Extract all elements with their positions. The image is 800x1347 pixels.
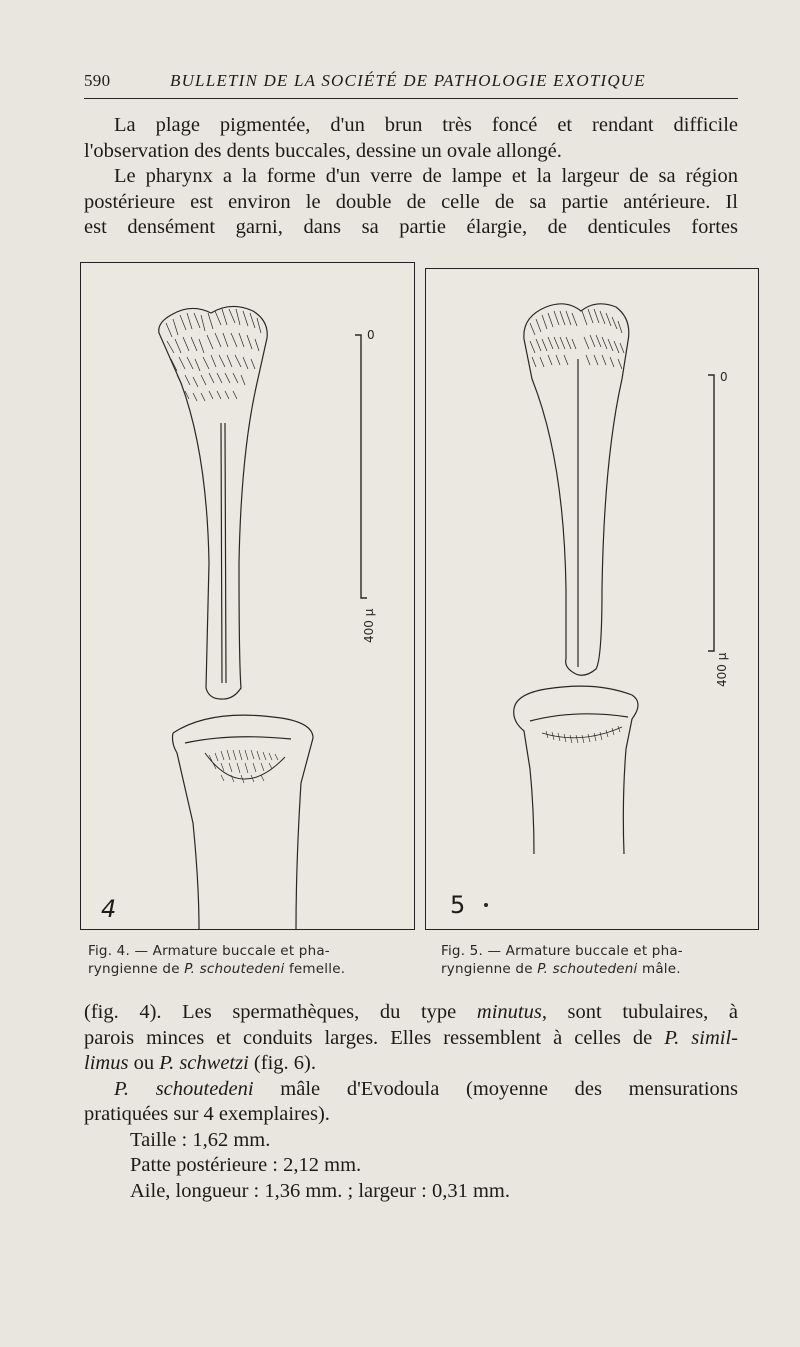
figure-5-number: 5	[450, 891, 466, 919]
text-run: (fig. 6).	[248, 1052, 316, 1074]
text-line	[84, 1000, 738, 1026]
page-number: 590	[84, 71, 111, 90]
paragraph-pharynx	[84, 164, 738, 241]
text-line	[84, 1077, 738, 1103]
species-name: minutus	[476, 1001, 542, 1023]
running-head	[84, 68, 738, 94]
caption-line	[441, 960, 761, 978]
caption-species: P. schoutedeni	[537, 961, 638, 977]
measurement-taille: Taille : 1,62 mm.	[130, 1128, 271, 1151]
paragraph-spermatheques	[84, 1000, 738, 1077]
text-line: La plage pigmentée, d'un brun très foncé et rendant difficile	[114, 114, 738, 136]
text-run: , sont tubulaires, à	[541, 1001, 738, 1023]
paragraph-plage	[84, 113, 738, 164]
text-run: (fig. 4). Les spermathèques, du type	[84, 1001, 477, 1023]
text-line	[84, 1051, 738, 1077]
figure-5-scale-zero: 0	[720, 370, 728, 384]
species-name: limus	[84, 1052, 129, 1074]
caption-text: ryngienne de	[88, 961, 185, 977]
caption-species: P. schoutedeni	[184, 961, 285, 977]
caption-line: Fig. 5. — Armature buccale et pha-	[441, 943, 683, 959]
journal-title: BULLETIN DE LA SOCIÉTÉ DE PATHOLOGIE EXOTIQUE	[170, 71, 646, 90]
species-name: P. schoutedeni	[114, 1077, 254, 1100]
text-line: l'observation des dents buccales, dessine un ovale allongé.	[84, 139, 562, 162]
bottom-text-block	[84, 1000, 738, 1204]
dot-mark	[484, 903, 488, 907]
text-run: ou	[128, 1052, 160, 1074]
measurement-aile: Aile, longueur : 1,36 mm. ; largeur : 0,31 mm.	[130, 1179, 510, 1202]
caption-line: Fig. 4. — Armature buccale et pha-	[88, 943, 330, 959]
text-line	[84, 1026, 738, 1052]
caption-text: femelle.	[284, 961, 346, 977]
top-text-block	[84, 113, 738, 241]
figure-4-number: 4	[101, 895, 117, 923]
figure-5-drawing	[426, 269, 758, 929]
figure-4-scale-zero: 0	[367, 328, 375, 342]
text-run: parois minces et conduits larges. Elles ressemblent à celles de	[84, 1026, 665, 1049]
caption-text: mâle.	[637, 961, 681, 977]
figure-5-caption	[441, 942, 761, 978]
figure-5	[425, 268, 759, 930]
figure-4-drawing	[81, 263, 414, 929]
caption-line	[88, 960, 408, 978]
paragraph-male	[84, 1077, 738, 1128]
figure-4	[80, 262, 415, 930]
species-name: P. schwetzi	[159, 1052, 249, 1074]
figure-5-scale-label: 400 μ	[715, 652, 729, 687]
text-line: Le pharynx a la forme d'un verre de lampe et la largeur de sa région	[114, 165, 738, 187]
header-rule	[84, 98, 738, 99]
text-line: postérieure est environ le double de celle de sa partie antérieure. Il	[84, 190, 738, 213]
caption-text: ryngienne de	[441, 961, 538, 977]
species-name: P. simil-	[664, 1026, 738, 1049]
measurement-patte: Patte postérieure : 2,12 mm.	[130, 1154, 362, 1176]
figure-4-scale-label: 400 μ	[362, 608, 376, 643]
figure-4-caption	[88, 942, 408, 978]
text-run: mâle d'Evodoula (moyenne des mensurations	[253, 1077, 738, 1100]
text-line: est densément garni, dans sa partie élargie, de denticules fortes	[84, 216, 738, 238]
text-line: pratiquées sur 4 exemplaires).	[84, 1103, 330, 1125]
